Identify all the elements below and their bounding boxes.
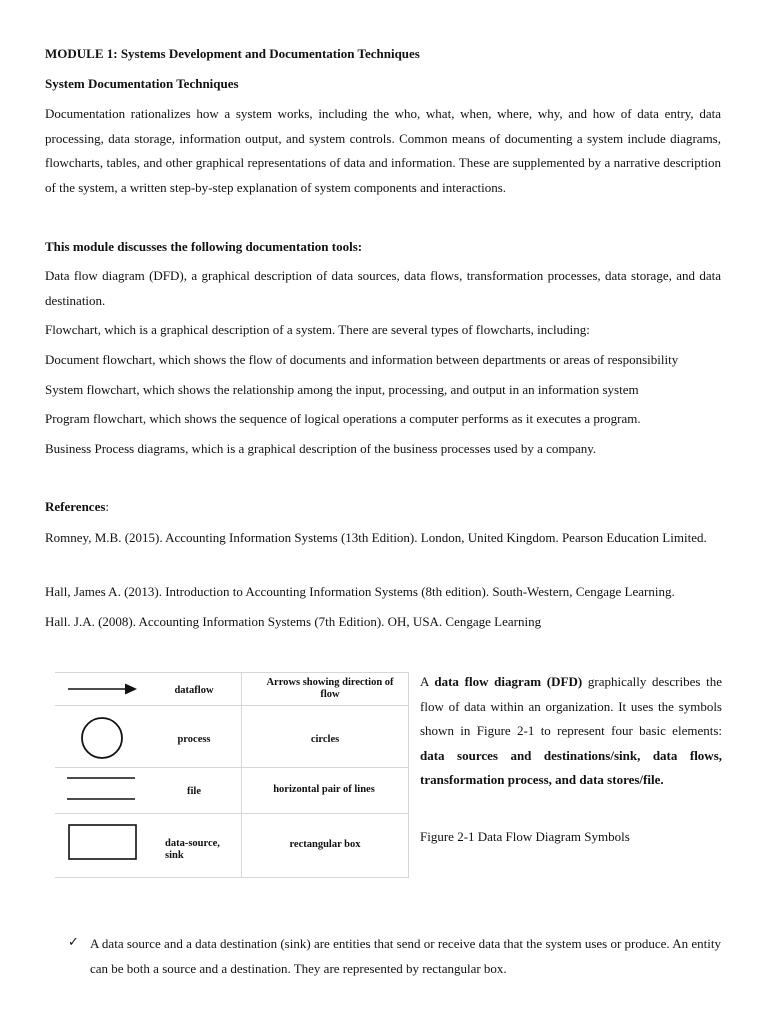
tool-item: Flowchart, which is a graphical description of a system. There are several types of flowcharts, including: <box>45 322 590 337</box>
references-heading-line <box>45 495 721 520</box>
references-heading: References <box>45 499 106 514</box>
check-icon: ✓ <box>68 934 79 949</box>
dfd-text-mid: graphically describes the flow of data within an organization. It uses the symbols shown in Figure 2-1 to represent four basic elements: <box>420 674 722 738</box>
bullet-item: A data source and a data destination (sink) are entities that send or receive data that the system uses or produce. An entity can be both a source and a destination. They are represented by rectangular box. <box>90 936 721 976</box>
symbol-description: Arrows showing direction of flow <box>266 677 394 700</box>
symbol-name: dataflow <box>174 685 214 696</box>
dfd-symbols <box>55 672 150 878</box>
tool-item: System flowchart, which shows the relationship among the input, processing, and output in an information system <box>45 382 639 397</box>
reference-item: Romney, M.B. (2015). Accounting Information Systems (13th Edition). London, United Kingdom. Pearson Education Limited. <box>45 530 707 545</box>
symbol-description: circles <box>310 734 340 745</box>
dfd-symbols-table <box>55 672 409 878</box>
module-title: MODULE 1: Systems Development and Documentation Techniques <box>45 46 420 61</box>
tool-item: Data flow diagram (DFD), a graphical description of data sources, data flows, transformation processes, data storage, and data destination. <box>45 268 721 308</box>
rectangle-symbol-icon <box>69 825 136 859</box>
references-colon: : <box>105 499 110 514</box>
arrow-symbol-icon <box>68 684 137 695</box>
symbol-name: data-source, sink <box>165 838 220 861</box>
dfd-term: data flow diagram (DFD) <box>434 674 583 689</box>
symbol-description: rectangular box <box>289 839 361 850</box>
reference-item: Hall. J.A. (2008). Accounting Information Systems (7th Edition). OH, USA. Cengage Learning <box>45 614 542 629</box>
table-divider <box>241 672 242 878</box>
symbol-name: process <box>177 734 211 745</box>
circle-symbol-icon <box>82 718 122 758</box>
intro-paragraph: Documentation rationalizes how a system works, including the who, what, when, where, why, and how of data entry, data processing, data storage, information output, and system controls. Common means of documenting a system include diagrams, flowcharts, tables, and other graphical representations of data and information. These are supplemented by a narrative description of the system, a written step-by-step explanation of system components and interactions. <box>45 106 721 195</box>
reference-item: Hall, James A. (2013). Introduction to Accounting Information Systems (8th edition). South-Western, Cengage Learning. <box>45 584 675 599</box>
table-divider <box>408 672 409 878</box>
tool-item: Document flowchart, which shows the flow of documents and information between departments or areas of responsibility <box>45 352 679 367</box>
dfd-description <box>420 670 722 793</box>
figure-caption: Figure 2-1 Data Flow Diagram Symbols <box>420 829 630 844</box>
symbol-name: file <box>187 786 201 797</box>
dfd-elements: data sources and destinations/sink, data flows, transformation process, and data stores/file. <box>420 747 722 787</box>
tool-item: Business Process diagrams, which is a graphical description of the business processes used by a company. <box>45 441 597 456</box>
dfd-text-lead: A <box>420 674 435 689</box>
tool-item: Program flowchart, which shows the sequence of logical operations a computer performs as it executes a program. <box>45 411 641 426</box>
section-title: System Documentation Techniques <box>45 76 239 91</box>
tools-heading: This module discusses the following documentation tools: <box>45 239 363 254</box>
file-symbol-icon <box>67 778 135 799</box>
symbol-description: horizontal pair of lines <box>273 784 375 795</box>
